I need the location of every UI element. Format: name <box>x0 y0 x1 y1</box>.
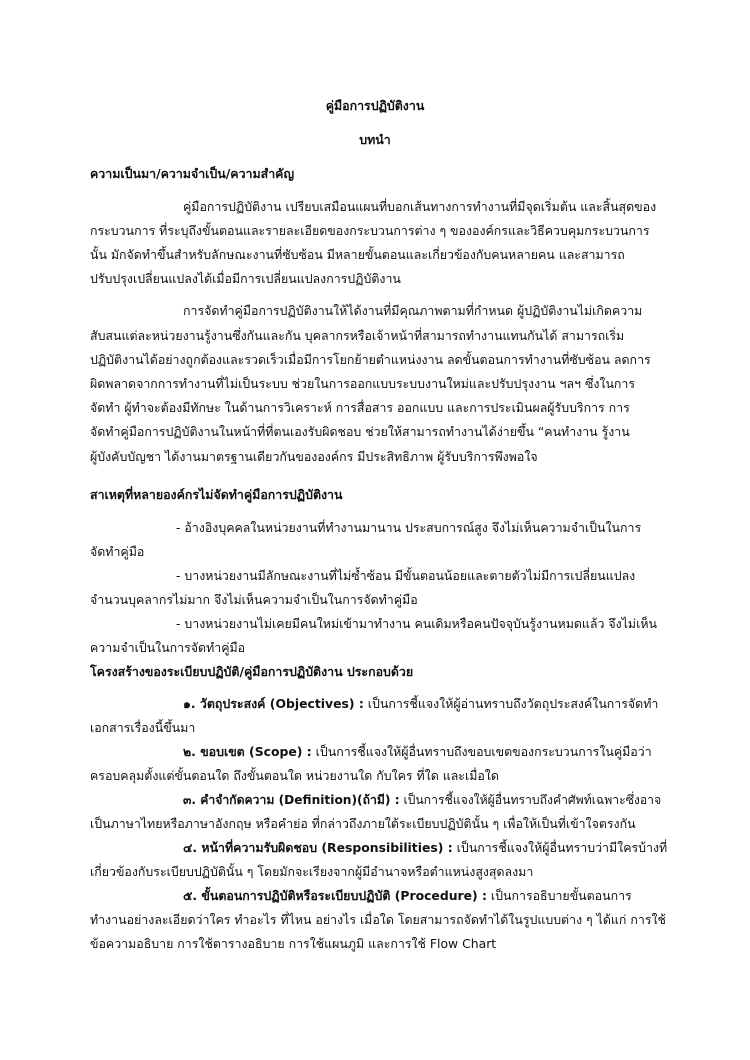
paragraph-line: จัดทำคู่มือการปฏิบัติงานในหน้าที่ที่ตนเองรับผิดชอบ ช่วยให้สามารถทำงานได้ง่ายขึ้น “คนทำงาน รู้งาน <box>90 424 630 439</box>
structure-item <box>183 790 661 810</box>
item-desc: เป็นการอธิบายขั้นตอนการ <box>486 888 632 903</box>
section-heading-structure: โครงสร้างของระเบียบปฏิบัติ/คู่มือการปฏิบัติงาน ประกอบด้วย <box>90 664 414 679</box>
bullet-line: ความจำเป็นในการจัดทำคู่มือ <box>90 640 246 655</box>
item-continuation: ครอบคลุมตั้งแต่ขั้นตอนใด ถึงขั้นตอนใด หน่วยงานใด กับใคร ที่ใด และเมื่อใด <box>90 768 499 783</box>
item-desc: เป็นการชี้แจงให้ผู้อ่านทราบถึงวัตถุประสงค์ในการจัดทำ <box>363 696 659 711</box>
bullet-line: จัดทำคู่มือ <box>90 544 145 559</box>
paragraph-line: ปฏิบัติงานได้อย่างถูกต้องและรวดเร็วเมื่อมีการโยกย้ายตำแหน่งงาน ลดขั้นตอนการทำงานที่ซับซ้อน ลดการ <box>90 352 651 367</box>
item-desc: เป็นการชี้แจงให้ผู้อื่นทราบถึงขอบเขตของกระบวนการในคู่มือว่า <box>311 744 652 759</box>
bullet-line: - บางหน่วยงานไม่เคยมีคนใหม่เข้ามาทำงาน คนเดิมหรือคนปัจจุบันรู้งานหมดแล้ว จึงไม่เห็น <box>176 616 657 631</box>
paragraph-line: กระบวนการ ที่ระบุถึงขั้นตอนและรายละเอียดของกระบวนการต่าง ๆ ขององค์กรและวิธีควบคุมกระบวนการ <box>90 223 650 238</box>
bullet-line: - อ้างอิงบุคคลในหน่วยงานที่ทำงานมานาน ประสบการณ์สูง จึงไม่เห็นความจำเป็นในการ <box>176 520 642 535</box>
section-heading-background: ความเป็นมา/ความจำเป็น/ความสำคัญ <box>90 166 295 181</box>
item-continuation: ข้อความอธิบาย การใช้ตารางอธิบาย การใช้แผนภูมิ และการใช้ Flow Chart <box>90 936 497 951</box>
structure-item <box>183 742 652 762</box>
item-continuation: ทำงานอย่างละเอียดว่าใคร ทำอะไร ที่ไหน อย่างไร เมื่อใด โดยสามารถจัดทำได้ในรูปแบบต่าง ๆ ได้แก่ การใช้ <box>90 912 666 927</box>
paragraph-line: ผิดพลาดจากการทำงานที่ไม่เป็นระบบ ช่วยในการออกแบบระบบงานใหม่และปรับปรุงงาน ฯลฯ ซึ่งในการ <box>90 376 636 391</box>
paragraph-line: คู่มือการปฏิบัติงาน เปรียบเสมือนแผนที่บอกเส้นทางการทำงานที่มีจุดเริ่มต้น และสิ้นสุดของ <box>183 199 657 214</box>
paragraph-line: ผู้บังคับบัญชา ได้งานมาตรฐานเดียวกันขององค์กร มีประสิทธิภาพ ผู้รับบริการพึงพอใจ <box>90 449 538 464</box>
item-title: ๒. ขอบเขต (Scope) : <box>183 744 312 759</box>
section-heading-reasons: สาเหตุที่หลายองค์กรไม่จัดทำคู่มือการปฏิบัติงาน <box>90 487 343 502</box>
bullet-line: - บางหน่วยงานมีลักษณะงานที่ไม่ซ้ำซ้อน มีขั้นตอนน้อยและตายตัวไม่มีการเปลี่ยนแปลง <box>176 568 636 583</box>
item-desc: เป็นการชี้แจงให้ผู้อื่นทราบว่ามีใครบ้างที่ <box>452 840 668 855</box>
item-title: ๓. คำจำกัดความ (Definition)(ถ้ามี) : <box>183 793 400 807</box>
structure-item <box>183 886 632 906</box>
item-title: ๑. วัตถุประสงค์ (Objectives) : <box>183 696 364 711</box>
item-desc: เป็นการชี้แจงให้ผู้อื่นทราบถึงคำศัพท์เฉพาะซึ่งอาจ <box>399 793 662 807</box>
chapter-title: บทนำ <box>359 132 391 147</box>
item-continuation: เป็นภาษาไทยหรือภาษาอังกฤษ หรือคำย่อ ที่กล่าวถึงภายใต้ระเบียบปฏิบัตินั้น ๆ เพื่อให้เป็นที่เข้าใจตรงกัน <box>90 816 636 831</box>
paragraph-line: นั้น มักจัดทำขึ้นสำหรับลักษณะงานที่ซับซ้อน มีหลายขั้นตอนและเกี่ยวข้องกับคนหลายคน และสามารถ <box>90 247 625 262</box>
paragraph-line: สับสนแต่ละหน่วยงานรู้งานซึ่งกันและกัน บุคลากรหรือเจ้าหน้าที่สามารถทำงานแทนกันได้ สามารถเริ่ม <box>90 328 625 343</box>
structure-item <box>183 838 667 858</box>
paragraph-line: การจัดทำคู่มือการปฏิบัติงานให้ได้งานที่มีคุณภาพตามที่กำหนด ผู้ปฏิบัติงานไม่เกิดความ <box>183 303 643 318</box>
paragraph-line: จัดทำ ผู้ทำจะต้องมีทักษะ ในด้านการวิเคราะห์ การสื่อสาร ออกแบบ และการประเมินผลผู้รับบริการ การ <box>90 400 630 415</box>
item-title: ๔. หน้าที่ความรับผิดชอบ (Responsibilities) : <box>183 840 453 855</box>
structure-item <box>183 694 658 714</box>
paragraph-line: ปรับปรุงเปลี่ยนแปลงได้เมื่อมีการเปลี่ยนแปลงการปฏิบัติงาน <box>90 271 401 286</box>
bullet-line: จำนวนบุคลากรไม่มาก จึงไม่เห็นความจำเป็นในการจัดทำคู่มือ <box>90 592 418 607</box>
item-title: ๕. ขั้นตอนการปฏิบัติหรือระเบียบปฏิบัติ (Procedure) : <box>183 888 487 903</box>
item-continuation: เอกสารเรื่องนี้ขึ้นมา <box>90 720 196 735</box>
item-continuation: เกี่ยวข้องกับระเบียบปฏิบัตินั้น ๆ โดยมักจะเรียงจากผู้มีอำนาจหรือตำแหน่งสูงสุดลงมา <box>90 864 534 879</box>
document-title: คู่มือการปฏิบัติงาน <box>325 98 425 113</box>
